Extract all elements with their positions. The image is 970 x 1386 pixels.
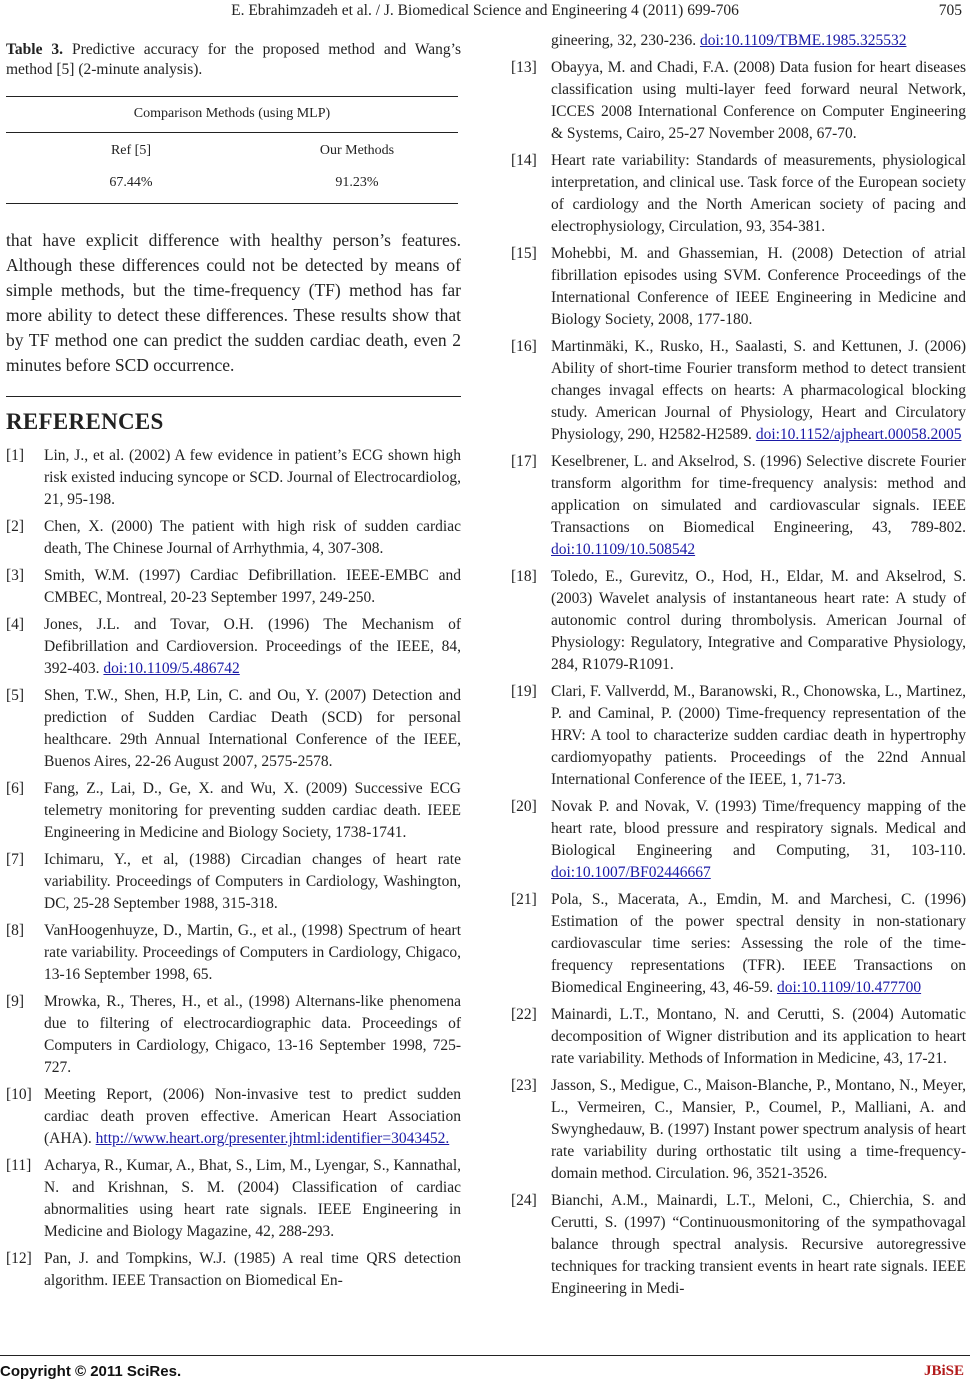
- reference-number: [20]: [511, 798, 537, 815]
- reference-continuation: [511, 30, 966, 52]
- comparison-table: [6, 96, 458, 204]
- table-label: Table 3.: [6, 41, 64, 58]
- references-list-right: [511, 57, 966, 1300]
- reference-text: Ichimaru, Y., et al, (1988) Circadian changes of heart rate variability. Proceedings of Computers in Cardiology, Washington, DC, 25-28 September 1988, 315-318.: [44, 851, 461, 912]
- reference-number: [10]: [6, 1086, 32, 1103]
- table-header-row: [6, 133, 458, 167]
- reference-text: Clari, F. Vallverdd, M., Baranowski, R., Chonowska, L., Martinez, P. and Caminal, P. (2000) Time-frequency representation of the HRV: A tool to characterize sudden cardiac death in hypertrophy cardiomyopathy patients. Proceedings of the 22nd Annual International Conference of the IEEE, 1, 71-73.: [551, 683, 966, 788]
- reference-number: [14]: [511, 152, 537, 169]
- body-paragraph: that have explicit difference with healthy person’s features. Although these differences could not be detected by means of simple methods, but the time-frequency (TF) method has far more ability to detect these differences. These results show that by TF method one can predict the sudden cardiac death, even 2 minutes before SCD occurrence.: [6, 230, 461, 375]
- reference-item: [511, 1190, 966, 1300]
- reference-item: [511, 1075, 966, 1185]
- references-heading: REFERENCES: [6, 409, 164, 434]
- reference-item: [6, 565, 461, 609]
- reference-number: [8]: [6, 922, 25, 939]
- reference-text: Bianchi, A.M., Mainardi, L.T., Meloni, C., Chierchia, S. and Cerutti, S. (1997) “Continuousmonitoring of the sympathovagal balance through spectral analysis. Recursive autoregressive techniques for tracking transient events in heart rate signals. IEEE Engineering in Medi-: [551, 1192, 966, 1297]
- footer-journal: JBiSE: [923, 1363, 964, 1379]
- reference-text: Novak P. and Novak, V. (1993) Time/frequency mapping of the heart rate, blood pressure and respiratory signals. Medical and Biological Engineering and Computing, 31, 103-110.: [551, 798, 966, 859]
- reference-link[interactable]: doi:10.1109/10.477700: [777, 979, 922, 996]
- reference-number: [1]: [6, 447, 25, 464]
- reference-text: Acharya, R., Kumar, A., Bhat, S., Lim, M., Lyengar, S., Kannathal, N. and Krishnan, S. M. (2004) Classification of cardiac abnormalities using heart rate signals. IEEE Engineering in Medicine and Biology Magazine, 42, 288-293.: [44, 1157, 461, 1240]
- reference-item: [6, 920, 461, 986]
- reference-item: [6, 1084, 461, 1150]
- left-column: [6, 40, 461, 1297]
- reference-item: [6, 1155, 461, 1243]
- reference-number: [24]: [511, 1192, 537, 1209]
- reference-item: [6, 991, 461, 1079]
- reference-item: [6, 614, 461, 680]
- reference-item: [6, 849, 461, 915]
- references-list-left: [6, 445, 461, 1292]
- table-caption: [6, 40, 461, 80]
- reference-text: Obayya, M. and Chadi, F.A. (2008) Data fusion for heart diseases classification using multi-layer feed forward neural Network, ICCES 2008 International Conference on Computer Engineering & Systems, Cairo, 25-27 November 2008, 67-70.: [551, 59, 966, 142]
- reference-text: Jones, J.L. and Tovar, O.H. (1996) The Mechanism of Defibrillation and Cardioversion. Proceedings of the IEEE, 84, 392-403.: [44, 616, 461, 677]
- reference-item: [6, 1248, 461, 1292]
- reference-number: [17]: [511, 453, 537, 470]
- reference-number: [15]: [511, 245, 537, 262]
- reference-item: [511, 451, 966, 561]
- reference-text: Heart rate variability: Standards of measurements, physiological interpretation, and clinical use. Task force of the European society of cardiology and the North American society of pacing and electrophysiology, Circulation, 93, 354-381.: [551, 152, 966, 235]
- table-col-header-ref5: Ref [5]: [110, 143, 152, 158]
- section-divider: [6, 396, 461, 397]
- table-value-ref5: 67.44%: [109, 175, 153, 190]
- reference-text: Shen, T.W., Shen, H.P, Lin, C. and Ou, Y. (2007) Detection and prediction of Sudden Cardiac Death (SCD) for personal healthcare. 29th Annual International Conference of the IEEE, Buenos Aires, 22-26 August 2007, 2575-2578.: [44, 687, 461, 770]
- reference-number: [12]: [6, 1250, 32, 1267]
- reference-link[interactable]: doi:10.1152/ajpheart.00058.2005: [755, 426, 962, 443]
- reference-item: [6, 778, 461, 844]
- reference-text: Mohebbi, M. and Ghassemian, H. (2008) Detection of atrial fibrillation episodes using SVM. Conference Proceedings of the International Conference of IEEE Engineering in Medicine and Biology Society, 2008, 177-180.: [551, 245, 966, 328]
- footer-divider: [0, 1355, 970, 1356]
- reference-text: Jasson, S., Medigue, C., Maison-Blanche, P., Montano, N., Meyer, L., Vermeiren, C., Mansier, P., Coumel, P., Malliani, A. and Swynghedauw, B. (1997) Instant power spectrum analysis of heart rate variability during orthostatic tilt using a time-frequency-domain method. Circulation. 96, 3521-3526.: [551, 1077, 966, 1182]
- reference-number: [6]: [6, 780, 25, 797]
- reference-item: [511, 150, 966, 238]
- reference-number: [11]: [6, 1157, 32, 1174]
- reference-continuation-text: gineering, 32, 230-236.: [551, 32, 697, 49]
- reference-text: Toledo, E., Gurevitz, O., Hod, H., Eldar, M. and Akselrod, S. (2003) Wavelet analysis of instantaneous heart rate: A study of autonomic control during thrombolysis. American Journal of Physiology: Regulatory, Integrative and Comparative Physiology, 284, R1079-R1091.: [551, 568, 966, 673]
- reference-text: VanHoogenhuyze, D., Martin, G., et al., (1998) Spectrum of heart rate variability. Proceedings of Computers in Cardiology, Chigaco, 13-16 September 1998, 65.: [44, 922, 461, 983]
- reference-text: Keselbrener, L. and Akselrod, S. (1996) Selective discrete Fourier transform algorithm for time-frequency analysis: method and application on simulated and cardiovascular signals. IEEE Transactions on Biomedical Engineering, 43, 789-802.: [551, 453, 966, 536]
- table-value-row: [6, 167, 458, 203]
- reference-item: [6, 685, 461, 773]
- reference-link[interactable]: http://www.heart.org/presenter.jhtml:identifier=3043452.: [95, 1130, 450, 1147]
- reference-number: [21]: [511, 891, 537, 908]
- reference-number: [5]: [6, 687, 25, 704]
- reference-number: [9]: [6, 993, 25, 1010]
- table-value-ours: 91.23%: [335, 175, 379, 190]
- reference-text: Mrowka, R., Theres, H., et al., (1998) Alternans-like phenomena due to filtering of electrocardiographic data. Proceedings of Computers in Cardiology, Chigaco, 13-16 September 1998, 725-727.: [44, 993, 461, 1076]
- table-col-header-ours: Our Methods: [319, 143, 395, 158]
- running-title: E. Ebrahimzadeh et al. / J. Biomedical Science and Engineering 4 (2011) 699-706: [231, 2, 739, 19]
- reference-text: Fang, Z., Lai, D., Ge, X. and Wu, X. (2009) Successive ECG telemetry monitoring for preventing sudden cardiac death. IEEE Engineering in Medicine and Biology Society, 1738-1741.: [44, 780, 461, 841]
- right-column: [511, 30, 966, 1305]
- reference-text: Pola, S., Macerata, A., Emdin, M. and Marchesi, C. (1996) Estimation of the power spectral density in non-stationary cardiovascular time series: Assessing the role of the time-frequency representations (TFR). IEEE Transactions on Biomedical Engineering, 43, 46-59.: [551, 891, 966, 996]
- reference-number: [16]: [511, 338, 537, 355]
- reference-item: [511, 1004, 966, 1070]
- reference-text: Meeting Report, (2006) Non-invasive test to predict sudden cardiac death proven effective. American Heart Association (AHA).: [44, 1086, 461, 1147]
- reference-number: [2]: [6, 518, 25, 535]
- reference-item: [511, 889, 966, 999]
- reference-number: [19]: [511, 683, 537, 700]
- reference-item: [6, 445, 461, 511]
- reference-number: [3]: [6, 567, 25, 584]
- reference-text: Chen, X. (2000) The patient with high risk of sudden cardiac death, The Chinese Journal of Arrhythmia, 4, 307-308.: [44, 518, 461, 557]
- reference-number: [22]: [511, 1006, 537, 1023]
- reference-link[interactable]: doi:10.1109/5.486742: [103, 660, 240, 677]
- reference-link[interactable]: doi:10.1109/TBME.1985.325532: [699, 32, 907, 49]
- reference-item: [511, 681, 966, 791]
- reference-item: [6, 516, 461, 560]
- reference-link[interactable]: doi:10.1109/10.508542: [551, 541, 696, 558]
- table-group-header: Comparison Methods (using MLP): [6, 97, 458, 133]
- reference-item: [511, 566, 966, 676]
- reference-text: Martinmäki, K., Rusko, H., Saalasti, S. and Kettunen, J. (2006) Ability of short-time Fourier transform method to detect transient changes invagal effects on hearts: A pharmacological blocking study. American Journal of Physiology, Heart and Circulatory Physiology, 290, H2582-H2589.: [551, 338, 966, 443]
- reference-text: Mainardi, L.T., Montano, N. and Cerutti, S. (2004) Automatic decomposition of Wigner distribution and its application to heart rate variability. Methods of Information in Medicine, 43, 17-21.: [551, 1006, 966, 1067]
- running-header: [0, 2, 970, 24]
- reference-text: Lin, J., et al. (2002) A few evidence in patient’s ECG shown high risk existed inducing syncope or SCD. Journal of Electrocardiolog, 21, 95-198.: [44, 447, 461, 508]
- reference-text: Smith, W.M. (1997) Cardiac Defibrillation. IEEE-EMBC and CMBEC, Montreal, 20-23 September 1997, 249-250.: [44, 567, 461, 606]
- reference-link[interactable]: doi:10.1007/BF02446667: [551, 864, 711, 881]
- table-caption-text: Predictive accuracy for the proposed method and Wang’s method [5] (2-minute analysis).: [6, 41, 462, 78]
- reference-number: [13]: [511, 59, 537, 76]
- reference-item: [511, 796, 966, 884]
- reference-number: [23]: [511, 1077, 537, 1094]
- reference-number: [7]: [6, 851, 25, 868]
- reference-item: [511, 336, 966, 446]
- reference-number-placeholder: [511, 30, 551, 52]
- reference-item: [511, 57, 966, 145]
- reference-number: [4]: [6, 616, 25, 633]
- page-number: 705: [938, 2, 962, 19]
- reference-number: [18]: [511, 568, 537, 585]
- reference-text: Pan, J. and Tompkins, W.J. (1985) A real time QRS detection algorithm. IEEE Transaction on Biomedical En-: [44, 1250, 461, 1289]
- reference-item: [511, 243, 966, 331]
- footer-copyright: Copyright © 2011 SciRes.: [0, 1363, 182, 1380]
